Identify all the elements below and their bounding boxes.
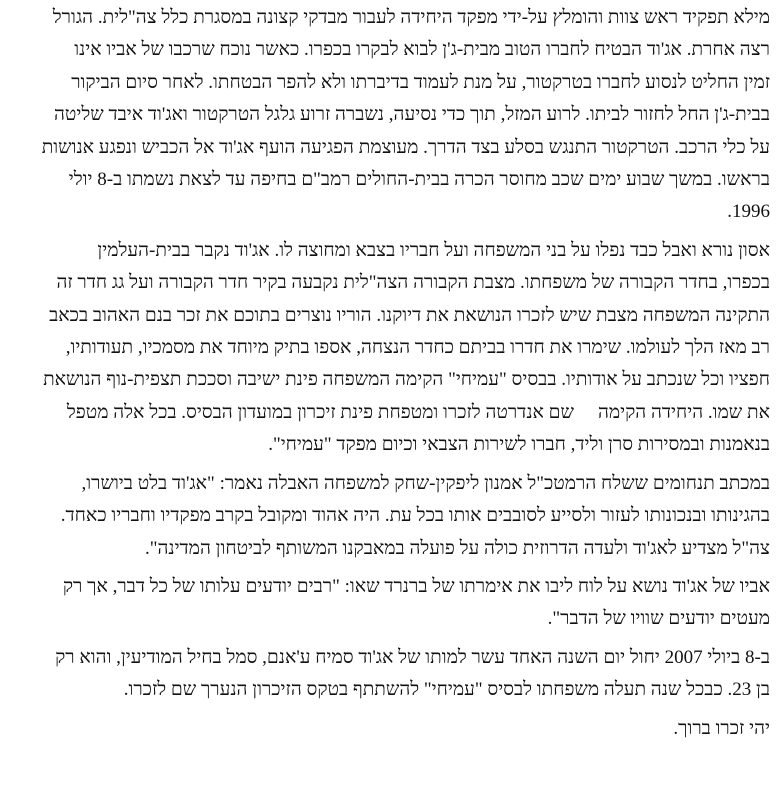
paragraph (16, 468, 770, 565)
text-line: בנאמנות ובמסירות סרן וליד, חברו לשירות הצבאי וכיום מפקד "עמיחי". (268, 434, 770, 456)
text-line: זמין החליט לנסוע לחברו בטרקטור, על מנת לעמוד בדיברתו ולא להפר הבטחתו. לאחר סיום הביקור (71, 71, 770, 93)
text-line: בן 23. כבכל שנה תעלה משפחתו לבסיס "עמיחי" להשתתף בטקס הזיכרון הנערך שם לזכרו. (123, 679, 770, 701)
text-line: אביו של אג'וד נושא על לוח ליבו את אימרתו של ברנרד שאו: "רבים יודעים עלותו של כל דבר, אך רק (62, 575, 770, 597)
text-line: את שמו. היחידה הקימהשם אנדרטה לזכרו ומטפחת פינת זיכרון במועדון הבסיס. בכל אלה מטפל (66, 401, 770, 423)
text-line: בבית-ג'ן החל לחזור לביתו. לרוע המזל, תוך כדי נסיעה, נשברה זרוע גלגל הטרקטור ואג'וד איבד שליטה (53, 104, 770, 126)
text-line: במכתב תנחומים ששלח הרמטכ"ל אמנון ליפקין-שחק למשפחה האבלה נאמר: "אג'וד בלט ביושרו, (81, 472, 770, 494)
text-line: מעטים יודעים שוויו של הדבר". (547, 608, 770, 630)
paragraph (16, 642, 770, 707)
text-line: רצה אחרת. אג'וד הבטיח לחברו הטוב מבית-ג'ן לבוא לבקרו בכפרו. כאשר נוכח שרכבו של אביו אינו (74, 39, 770, 61)
text-line: חפציו וכל שנכתב על אודותיו. בבסיס "עמיחי" הקימה המשפחה פינת ישיבה וסככת תצפית-נוף הנושאת (43, 369, 770, 391)
text-line: אסון נורא ואבל כבד נפלו על בני המשפחה ועל חבריו בצבא ומחוצה לו. אג'וד נקבר בבית-העלמין (97, 239, 770, 261)
text-line: 1996. (727, 201, 770, 223)
text-line: בהגינותו ובנכונותו לעזור ולסייע לסובבים אותו בכל עת. היה אהוד ומקובל בקרב מפקדיו וחבריו כאחד. (60, 505, 770, 527)
document-body (16, 2, 770, 745)
text-line: בראשו. במשך שבוע ימים שכב מחוסר הכרה בבית-החולים רמב"ם בחיפה עד לצאת נשמתו ב-8 יולי (68, 169, 770, 191)
paragraph (16, 2, 770, 229)
text-line: יהי זכרו ברוך. (673, 717, 770, 739)
text-line: התקינה המשפחה מצבת שיש לזכרו הנושאת את דיוקנו. הוריו נוצרים בתוכם את זכר בנם האהוב בכאב (49, 304, 770, 326)
paragraph (16, 571, 770, 636)
text-line: על כלי הרכב. הטרקטור התנגש בסלע בצד הדרך. מעוצמת הפגיעה הועף אג'וד אל הכביש ונפגע אנושות (41, 136, 770, 158)
text-line: צה"ל מצדיע לאג'וד ולעדה הדרוזית כולה על פועלה במאבקנו המשותף לביטחון המדינה". (144, 537, 770, 559)
text-line: בכפרו, בחדר הקבורה של משפחתו. מצבת הקבורה הצה"לית נקבעה בקיר חדר הקבורה ועל גג חדר זה (56, 272, 770, 294)
paragraph (16, 235, 770, 462)
text-line: מילא תפקיד ראש צוות והומלץ על-ידי מפקד היחידה לעבור מבדקי קצונה במסגרת כלל צה"לית. הגורל (52, 7, 770, 28)
text-line: רב מאז הלך לעולמו. שימרו את חדרו בביתם כחדר הנצחה, אספו בתיק מיוחד את מסמכיו, תעודותיו, (65, 337, 770, 359)
text-line: ב-8 ביולי 2007 יחול יום השנה האחד עשר למותו של אג'וד סמיח ע'אנם, סמל בחיל המודיעין, והוא רק (55, 646, 770, 668)
paragraph (16, 713, 770, 745)
